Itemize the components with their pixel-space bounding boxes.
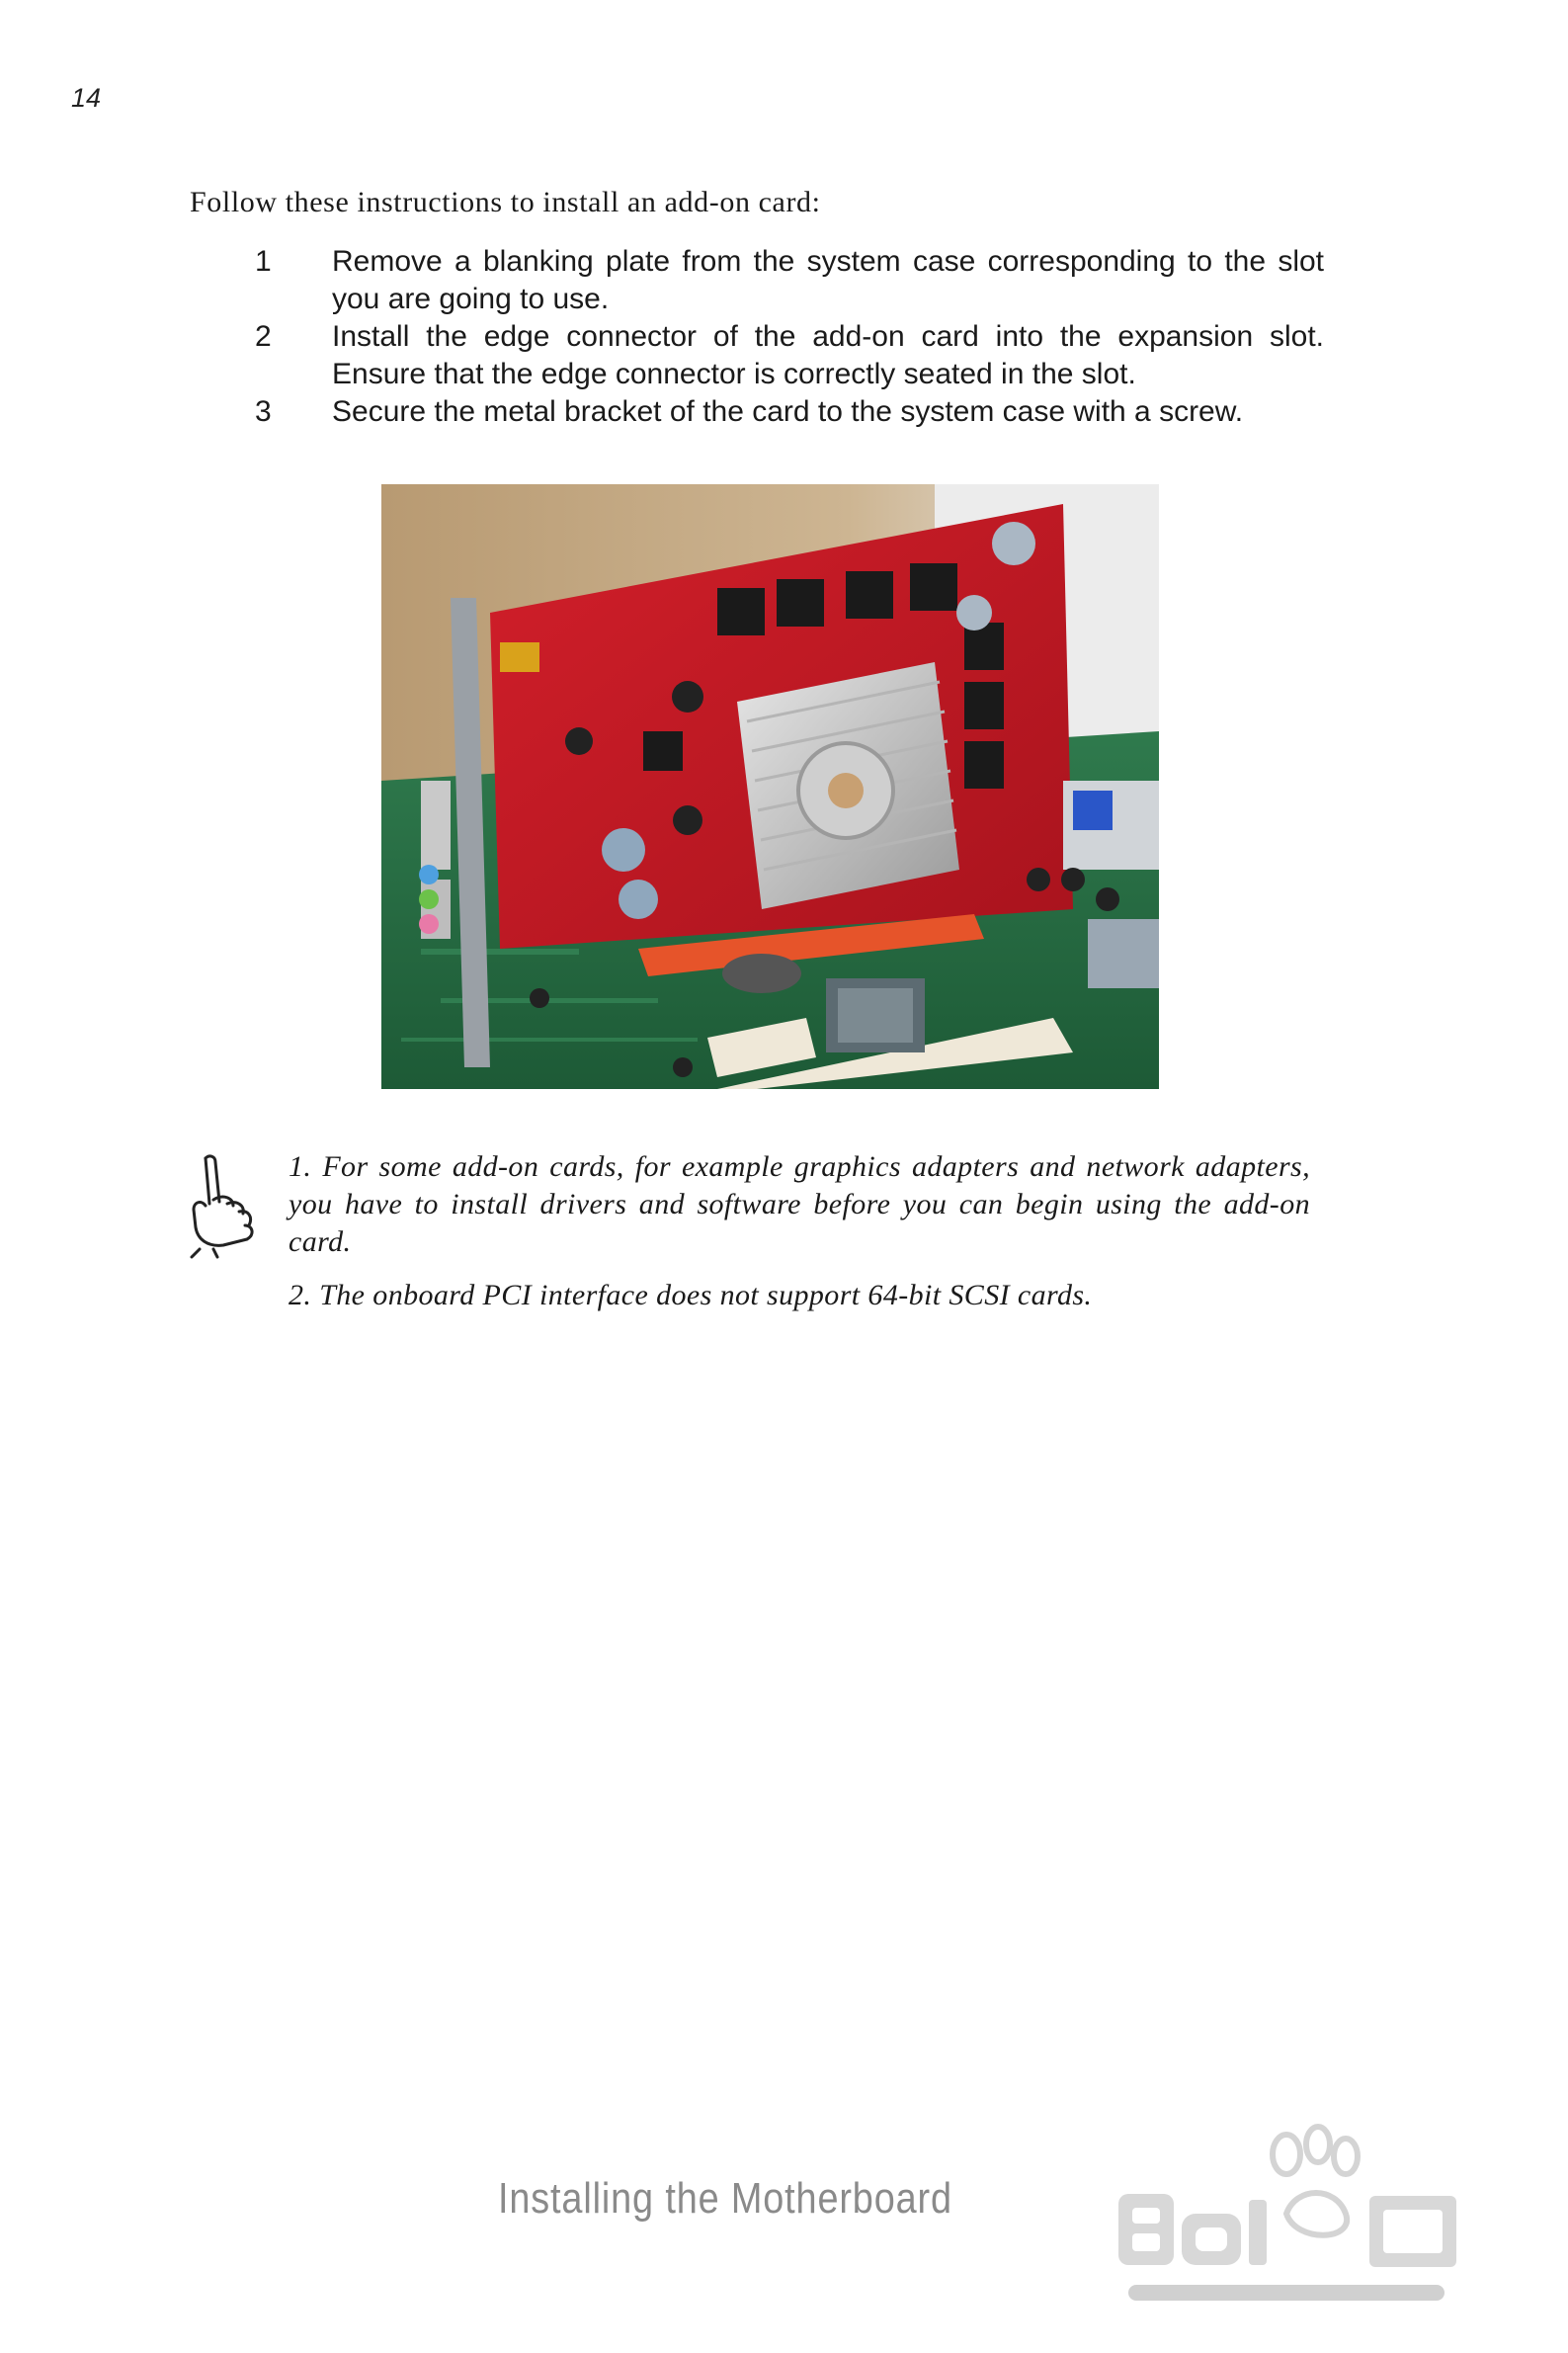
step-text: Secure the metal bracket of the card to the system case with a screw.	[332, 395, 1244, 428]
step-number: 3	[255, 395, 272, 428]
graphics-card-installation-photo	[381, 484, 1159, 1089]
step-item-1	[255, 243, 1324, 318]
baidu-jingyan-watermark-logo	[1099, 2115, 1474, 2312]
step-item-2	[255, 318, 1324, 393]
pointing-hand-icon	[184, 1150, 265, 1259]
notes-block	[289, 1148, 1310, 1314]
steps-list	[255, 243, 1324, 431]
step-number: 2	[255, 320, 272, 353]
step-item-3	[255, 393, 1324, 431]
note-item-2: 2. The onboard PCI interface does not support 64-bit SCSI cards.	[289, 1279, 1093, 1311]
step-number: 1	[255, 245, 272, 278]
step-text: Install the edge connector of the add-on card into the expansion slot. Ensure that the edge connector is correctly seated in the slot.	[332, 320, 1324, 390]
footer-chapter-title: Installing the Motherboard	[498, 2174, 952, 2223]
note-item-1: 1. For some add-on cards, for example graphics adapters and network adapters, you have to install drivers and software before you can begin using the add-on card.	[289, 1150, 1310, 1258]
graphics-card-photo	[381, 484, 1159, 1089]
intro-text: Follow these instructions to install an add-on card:	[190, 186, 821, 218]
step-text: Remove a blanking plate from the system case corresponding to the slot you are going to use.	[332, 245, 1324, 315]
page-number: 14	[71, 83, 102, 113]
